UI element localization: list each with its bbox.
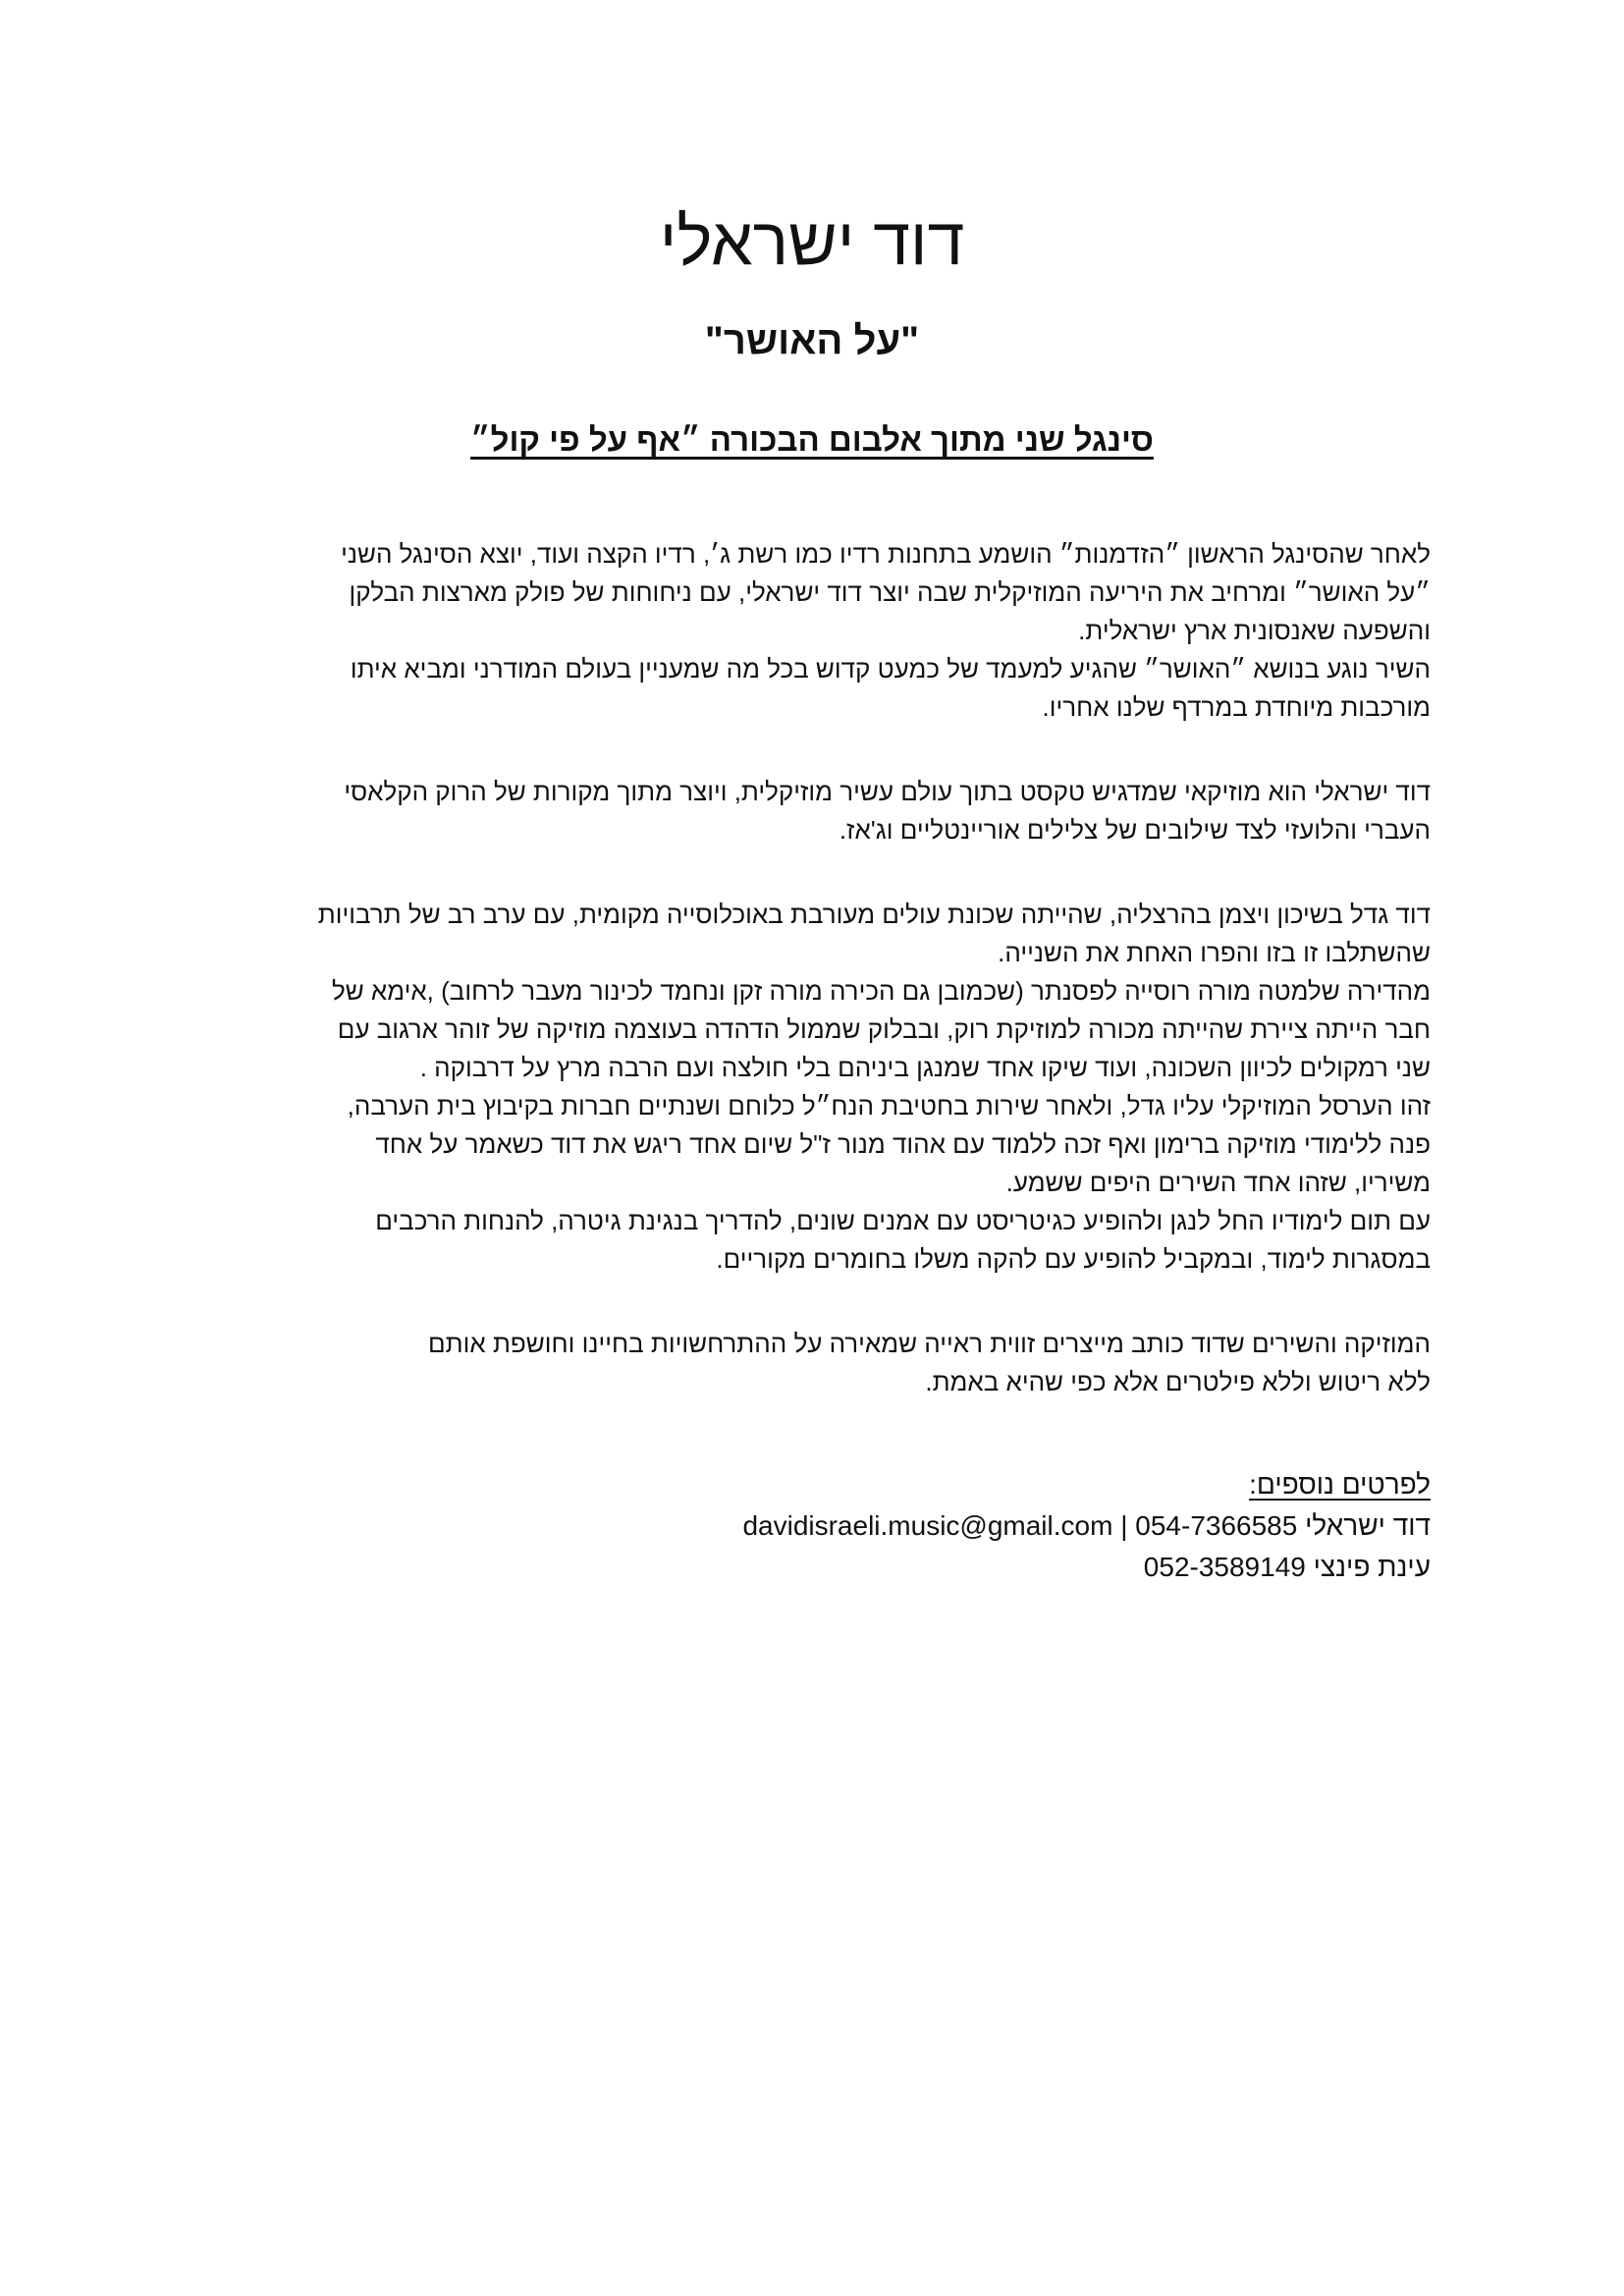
body-line: מורכבות מיוחדת במרדף שלנו אחריו. [1042, 692, 1431, 722]
paragraph-release [174, 535, 1431, 727]
contact-line-artist [174, 1505, 1431, 1547]
contact-separator: | [1120, 1510, 1128, 1541]
paragraph-style [174, 773, 1431, 849]
contact-line-manager [174, 1547, 1431, 1588]
contact-phone[interactable]: 054-7366585 [1135, 1510, 1298, 1541]
body-text [174, 535, 1431, 1401]
body-line: מהדירה שלמטה מורה רוסייה לפסנתר (שכמובן גם הכירה מורה זקן ונחמד לכינור מעבר לרחוב) ,אימא של [331, 976, 1431, 1006]
body-line: דוד ישראלי הוא מוזיקאי שמדגיש טקסט בתוך עולם עשיר מוזיקלית, ויוצר מתוך מקורות של הרוק הקלאסי [344, 777, 1431, 806]
body-line: שהשתלבו זו בזו והפרו האחת את השנייה. [998, 938, 1431, 967]
body-line: המוזיקה והשירים שדוד כותב מייצרים זווית ראייה שמאירה על ההתרחשויות בחיינו וחושפת אותם [428, 1329, 1431, 1358]
single-subtitle: סינגל שני מתוך אלבום הבכורה ״אף על פי קול״ [470, 421, 1154, 458]
body-line: במסגרות לימוד, ובמקביל להופיע עם להקה משלו בחומרים מקוריים. [716, 1244, 1431, 1274]
paragraph-gap [174, 849, 1431, 896]
contact-name: עינת פינצי [1313, 1552, 1431, 1582]
body-line: זהו הערסל המוזיקלי עליו גדל, ולאחר שירות בחטיבת הנח״ל כלוחם ושנתיים חברות בקיבוץ בית הערבה, [347, 1091, 1431, 1121]
contact-heading: לפרטים נוספים: [1249, 1469, 1431, 1500]
contact-name: דוד ישראלי [1305, 1510, 1431, 1541]
body-line: העברי והלועזי לצד שילובים של צלילים אוריינטליים וג'אז. [839, 815, 1431, 845]
contact-email[interactable]: davidisraeli.music@gmail.com [742, 1510, 1113, 1541]
paragraph-gap [174, 1279, 1431, 1325]
body-line: שני רמקולים לכיוון השכונה, ועוד שיקו אחד שמנגן ביניהם בלי חולצה ועם הרבה מרץ על דרבוקה . [419, 1053, 1431, 1082]
paragraph-biography [174, 896, 1431, 1279]
body-line: ״על האושר״ ומרחיב את היריעה המוזיקלית שבה יוצר דוד ישראלי, עם ניחוחות של פולק מארצות הבלקן [349, 577, 1431, 607]
body-line: והשפעה שאנסונית ארץ ישראלית. [1078, 616, 1431, 645]
body-line: משיריו, שזהו אחד השירים היפים ששמע. [1005, 1168, 1431, 1197]
contact-section [174, 1464, 1431, 1588]
song-title: "על האושר" [704, 319, 920, 362]
body-line: עם תום לימודיו החל לנגן ולהופיע כגיטריסט עם אמנים שונים, להדריך בנגינת גיטרה, להנחות הרכבים [375, 1206, 1431, 1235]
contact-phone[interactable]: 052-3589149 [1143, 1552, 1306, 1582]
body-line: דוד גדל בשיכון ויצמן בהרצליה, שהייתה שכונת עולים מעורבת באוכלוסייה מקומית, עם ערב רב של תרבויות [317, 900, 1431, 929]
body-line: פנה ללימודי מוזיקה ברימון ואף זכה ללמוד עם אהוד מנור ז"ל שיום אחד ריגש את דוד כשאמר על אחד [375, 1129, 1431, 1159]
body-line: לאחר שהסינגל הראשון ״הזדמנות״ הושמע בתחנות רדיו כמו רשת ג׳, רדיו הקצה ועוד, יוצא הסינגל השני [341, 539, 1431, 569]
paragraph-closing [174, 1325, 1431, 1401]
body-line: ללא ריטוש וללא פילטרים אלא כפי שהיא באמת. [925, 1367, 1431, 1396]
paragraph-gap [174, 727, 1431, 773]
body-line: השיר נוגע בנושא ״האושר״ שהגיע למעמד של כמעט קדוש בכל מה שמעניין בעולם המודרני ומביא איתו [350, 654, 1431, 683]
artist-title: דוד ישראלי [659, 204, 965, 279]
body-line: חבר הייתה ציירת שהייתה מכורה למוזיקת רוק, ובבלוק שממול הדהדה בעוצמה מוזיקה של זוהר ארגוב עם [337, 1014, 1431, 1044]
